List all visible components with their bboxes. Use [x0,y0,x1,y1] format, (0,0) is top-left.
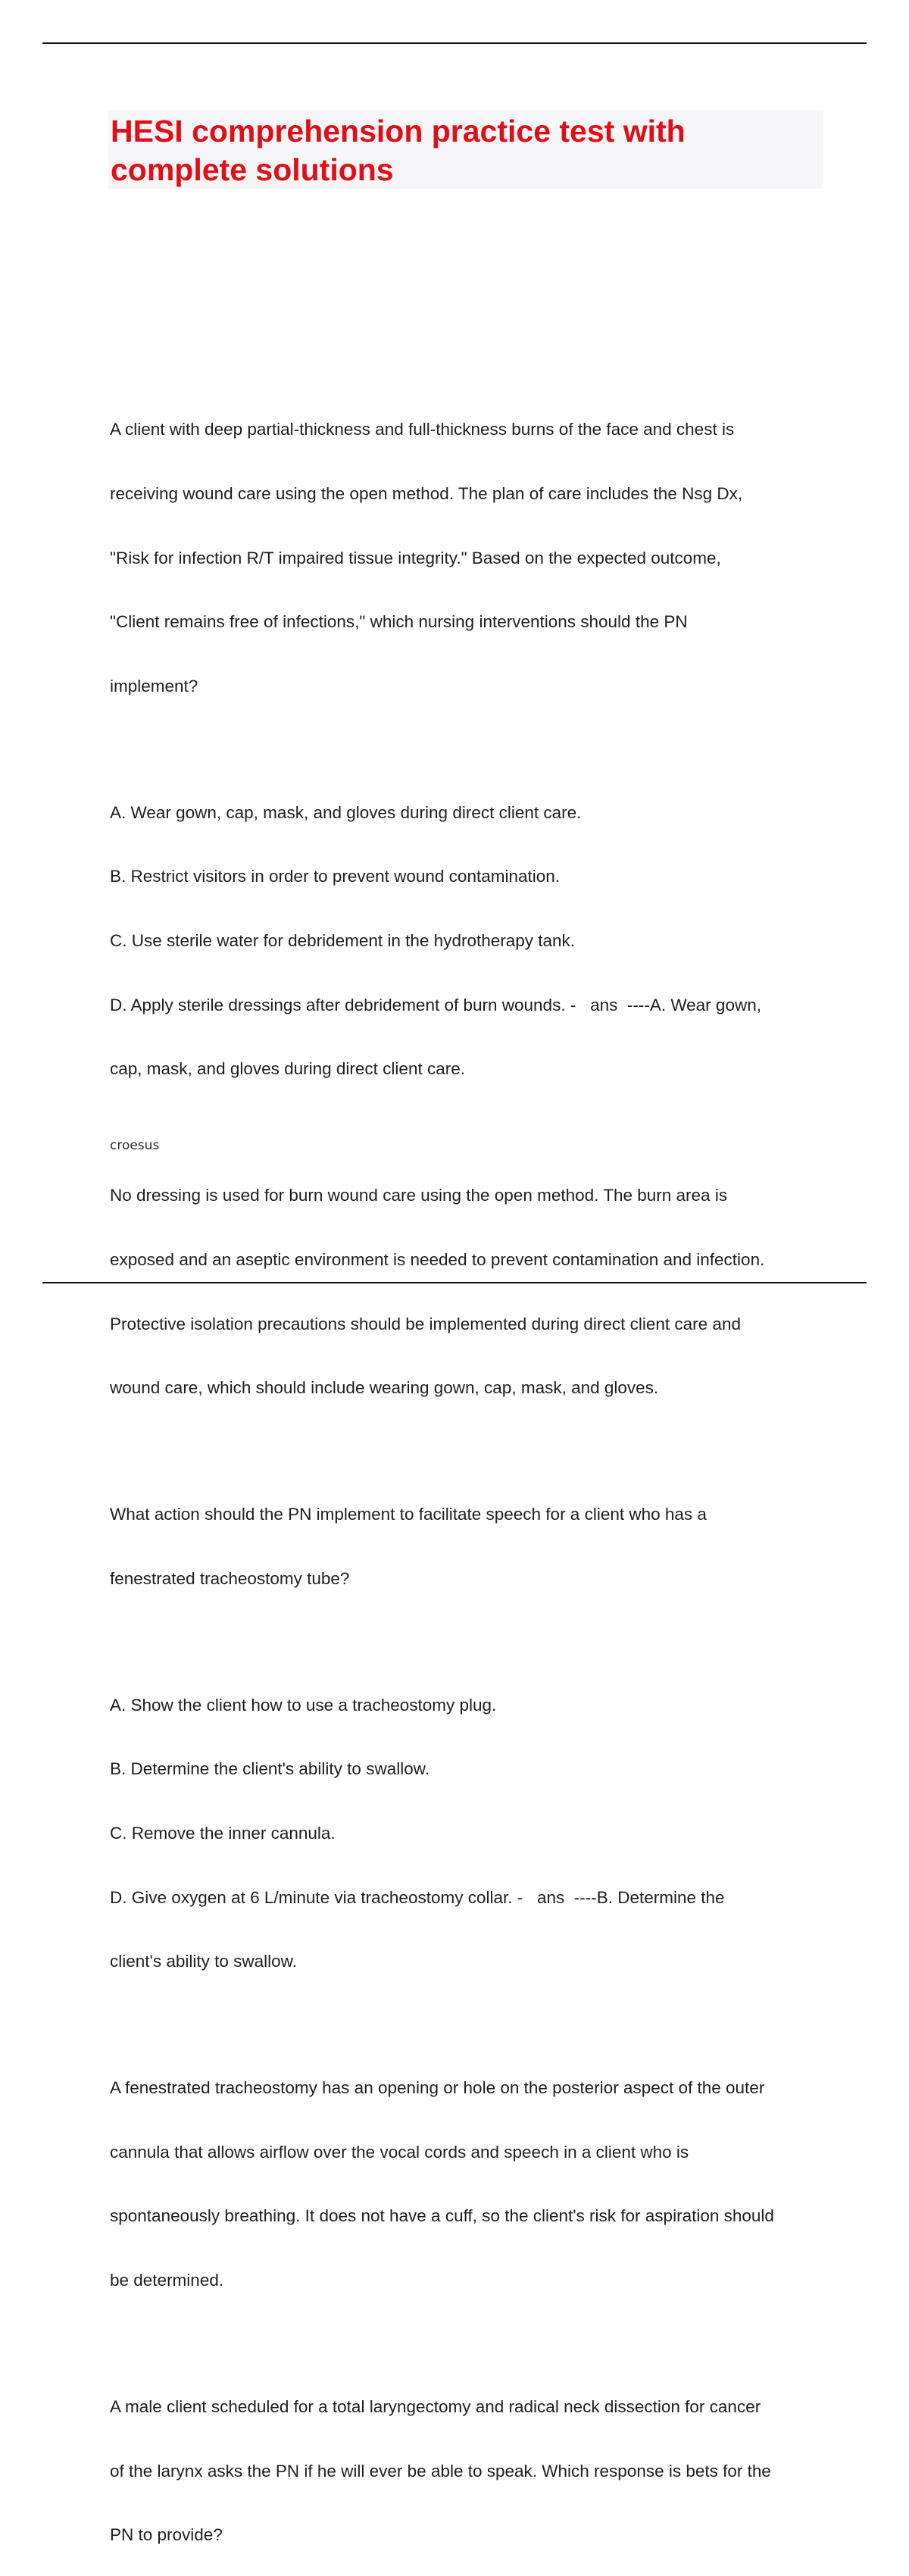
text-line: exposed and an aseptic environment is needed to prevent contamination and infection. [110,1249,765,1269]
option-line: B. Determine the client's ability to swallow. [110,1759,430,1779]
text-line: receiving wound care using the open method. The plan of care includes the Nsg Dx, [110,484,743,504]
text-line: of the larynx asks the PN if he will ever be able to speak. Which response is bets for the [110,2461,771,2481]
title-banner [108,110,823,189]
option-line: C. Remove the inner cannula. [110,1824,336,1843]
option-line: cap, mask, and gloves during direct client care. [110,1059,465,1079]
text-line: A client with deep partial-thickness and full-thickness burns of the face and chest is [110,420,735,439]
text-line: Protective isolation precautions should be implemented during direct client care and [110,1314,741,1333]
text-line: implement? [110,676,198,696]
text-line: wound care, which should include wearing gown, cap, mask, and gloves. [110,1378,659,1398]
question-2-options [110,1652,829,2015]
footer-brand: croesus [110,1138,160,1153]
text-line: spontaneously breathing. It does not have a cuff, so the client's risk for aspiration should [110,2206,774,2226]
bottom-divider [42,1282,867,1283]
text-line: What action should the PN implement to facilitate speech for a client who has a [110,1505,707,1524]
title-line: complete solutions [111,152,394,187]
text-line: cannula that allows airflow over the vocal cords and speech in a client who is [110,2142,689,2162]
text-line: "Risk for infection R/T impaired tissue integrity." Based on the expected outcome, [110,548,721,567]
option-line: D. Apply sterile dressings after debridement of burn wounds. - ans ----A. Wear gown, [110,995,761,1014]
text-line: fenestrated tracheostomy tube? [110,1568,350,1588]
option-line: D. Give oxygen at 6 L/minute via tracheostomy collar. - ans ----B. Determine the [110,1887,725,1907]
question-2-rationale [110,2035,829,2334]
question-2-stem [110,1462,829,1633]
option-line: C. Use sterile water for debridement in the hydrotherapy tank. [110,931,576,951]
option-line: B. Restrict visitors in order to prevent wound contamination. [110,867,561,886]
option-line: A. Show the client how to use a tracheostomy plug. [110,1695,497,1715]
text-line: PN to provide? [110,2525,223,2545]
text-line: A male client scheduled for a total laryngectomy and radical neck dissection for cancer [110,2397,761,2417]
text-line: be determined. [110,2271,224,2290]
document-title [111,112,820,189]
question-1-stem [110,377,829,739]
question-1-options [110,759,829,1122]
option-line: A. Wear gown, cap, mask, and gloves during direct client care. [110,802,582,822]
title-line: HESI comprehension practice test with [111,114,686,148]
question-1-rationale [110,1143,829,1442]
question-3-stem [110,2354,829,2576]
document-body [110,377,829,2576]
option-line: client's ability to swallow. [110,1952,297,1971]
text-line: "Client remains free of infections," which nursing interventions should the PN [110,612,688,632]
text-line: No dressing is used for burn wound care using the open method. The burn area is [110,1186,728,1205]
text-line: A fenestrated tracheostomy has an opening or hole on the posterior aspect of the outer [110,2078,765,2098]
top-divider [42,42,867,44]
